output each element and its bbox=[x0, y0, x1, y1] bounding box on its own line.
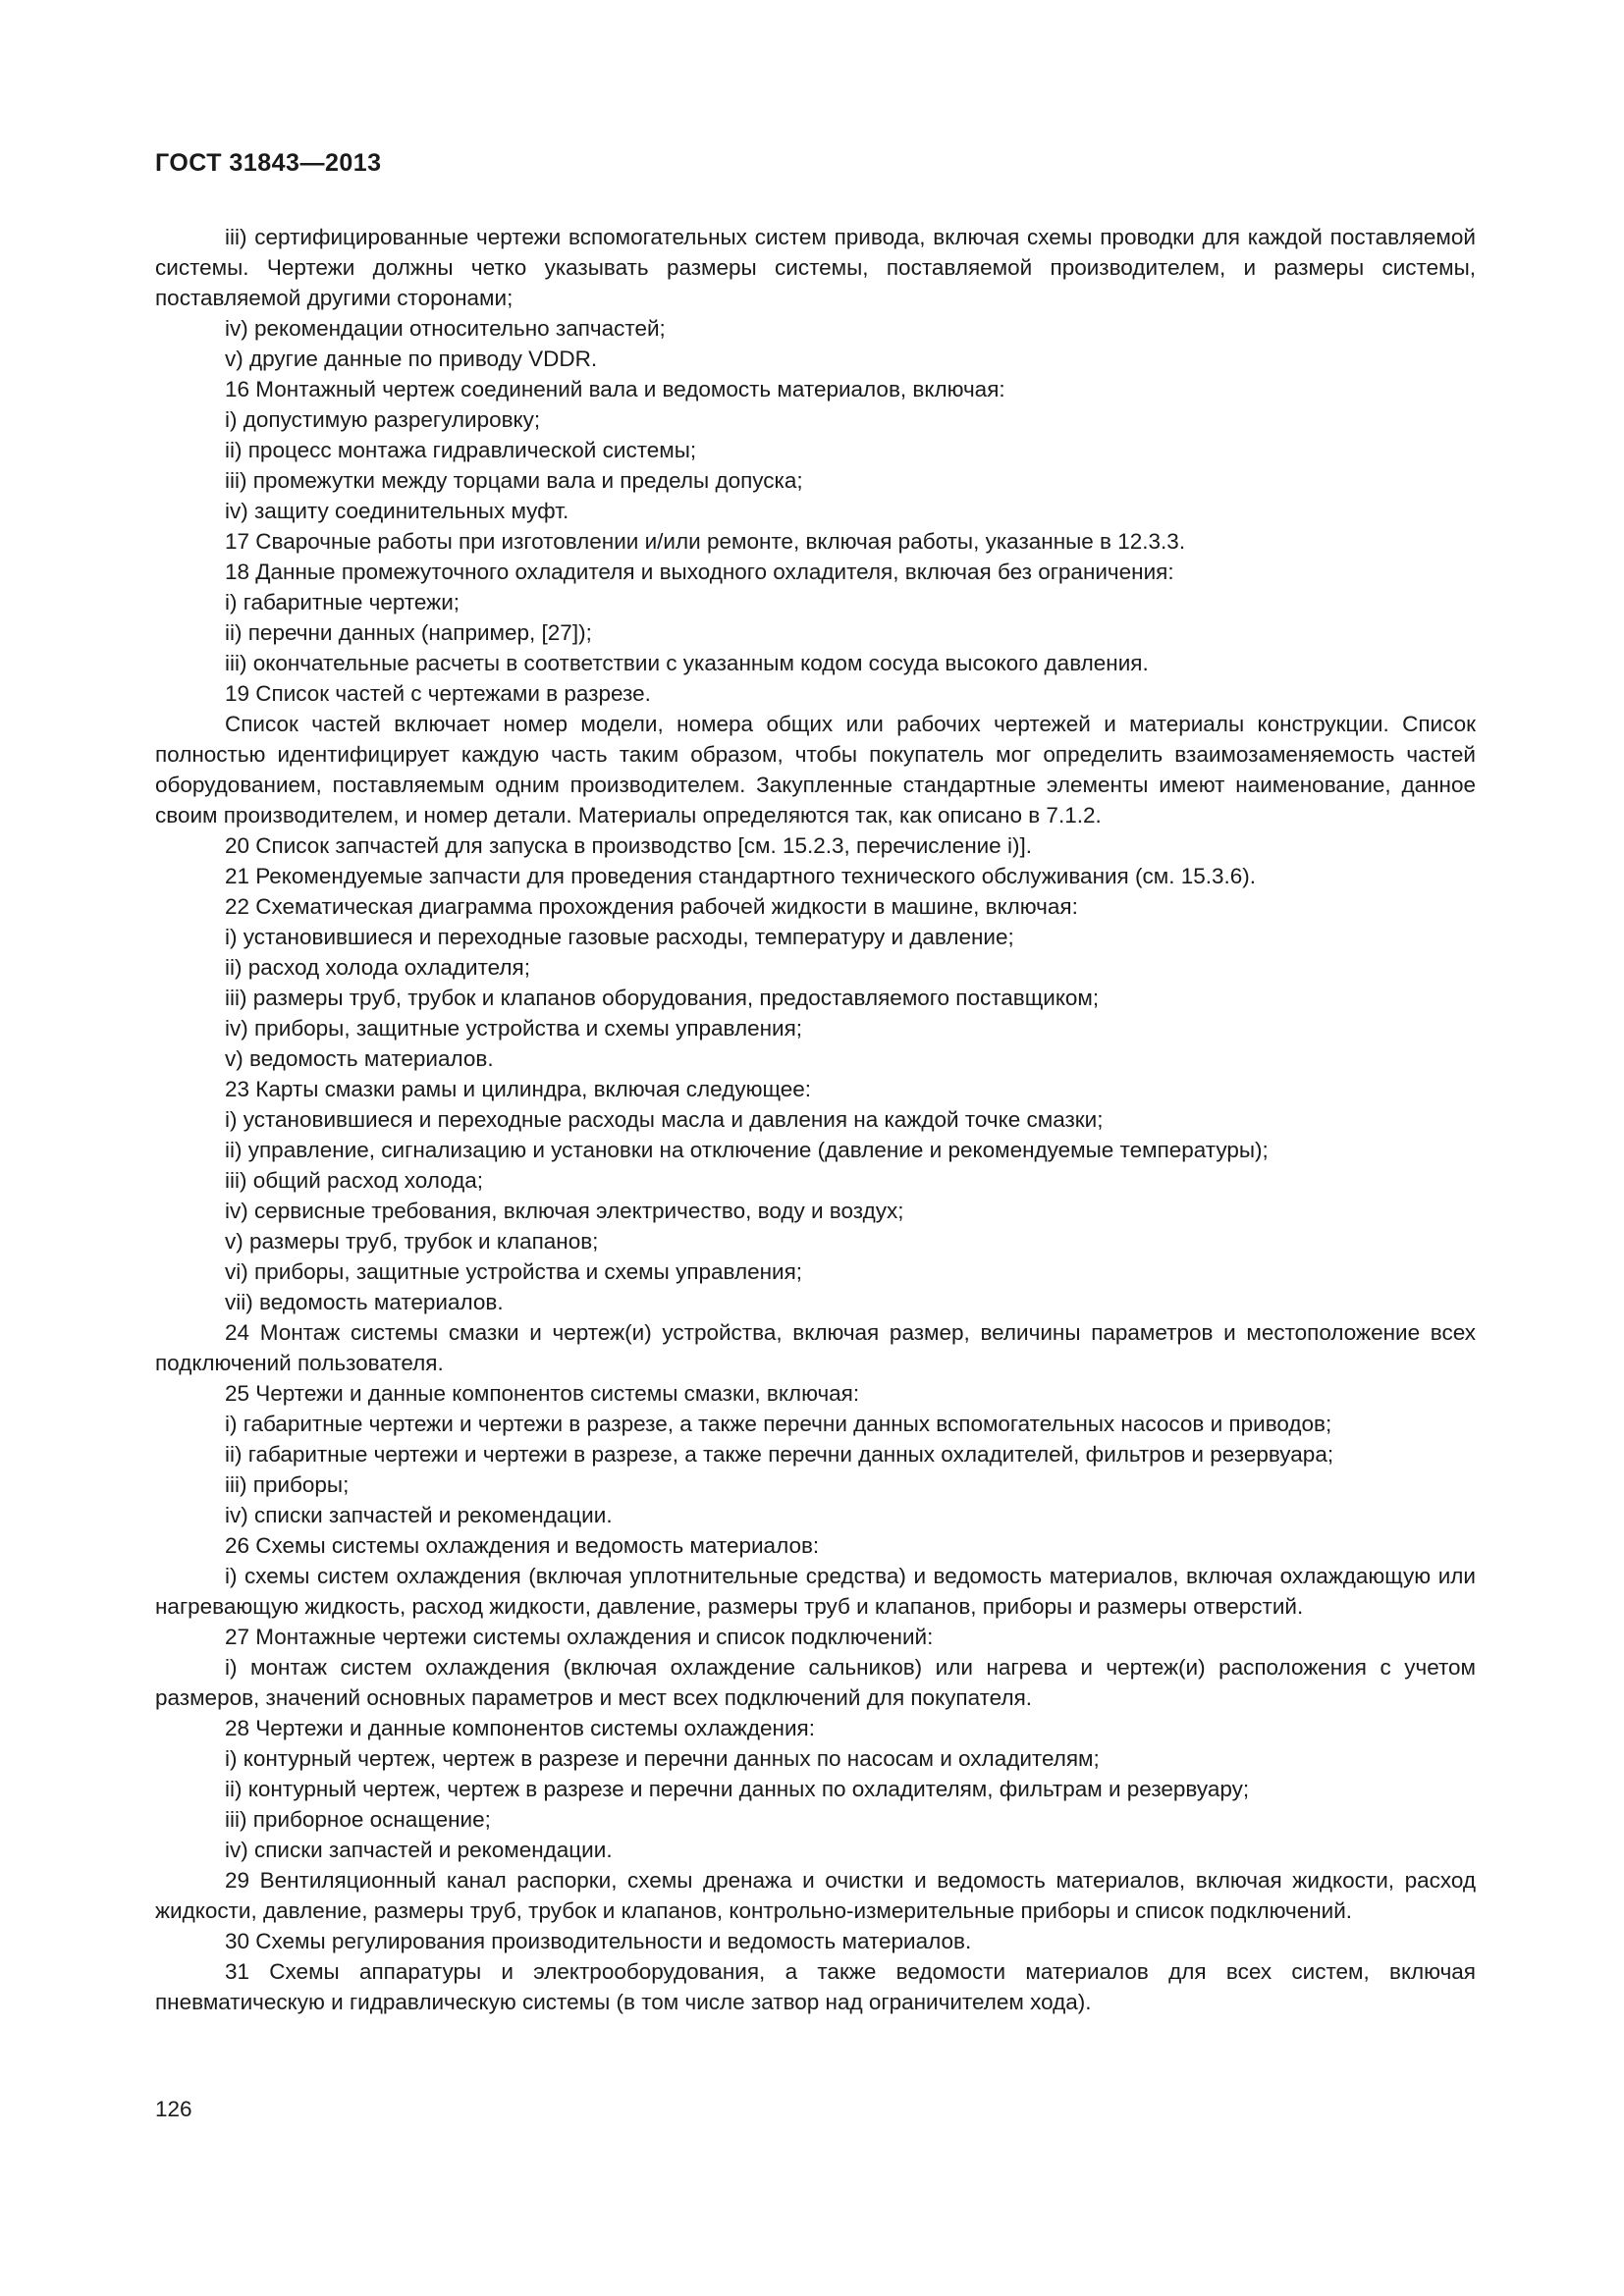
body-paragraph: 16 Монтажный чертеж соединений вала и ведомость материалов, включая: bbox=[225, 377, 1005, 401]
body-paragraph: i) схемы систем охлаждения (включая уплотнительные средства) и ведомость материалов, включая охлаждающую или нагревающую жидкость, расход жидкости, давление, размеры труб и клапанов, приборы и размеры отверстий. bbox=[155, 1564, 1476, 1619]
body-paragraph: 17 Сварочные работы при изготовлении и/или ремонте, включая работы, указанные в 12.3.3. bbox=[225, 529, 1186, 554]
body-paragraph: i) установившиеся и переходные газовые расходы, температуру и давление; bbox=[225, 925, 1014, 949]
body-paragraph: iii) приборное оснащение; bbox=[225, 1807, 491, 1832]
body-paragraph: iii) общий расход холода; bbox=[225, 1168, 484, 1193]
body-paragraph: iii) сертифицированные чертежи вспомогательных систем привода, включая схемы проводки для каждой поставляемой системы. Чертежи должны четко указывать размеры системы, поставляемой производителем, и размеры системы, поставляемой другими сторонами; bbox=[155, 225, 1476, 310]
body-paragraph: i) габаритные чертежи; bbox=[225, 590, 460, 614]
body-paragraph: iv) рекомендации относительно запчастей; bbox=[225, 316, 666, 341]
page-number: 126 bbox=[155, 2097, 192, 2121]
body-paragraph: 28 Чертежи и данные компонентов системы охлаждения: bbox=[225, 1716, 815, 1740]
body-paragraph: 18 Данные промежуточного охладителя и выходного охладителя, включая без ограничения: bbox=[225, 560, 1174, 584]
body-paragraph: i) контурный чертеж, чертеж в разрезе и перечни данных по насосам и охладителям; bbox=[225, 1746, 1100, 1771]
body-paragraph: ii) контурный чертеж, чертеж в разрезе и перечни данных по охладителям, фильтрам и резервуару; bbox=[225, 1777, 1250, 1801]
body-paragraph: iv) сервисные требования, включая электричество, воду и воздух; bbox=[225, 1199, 904, 1223]
body-paragraph: i) габаритные чертежи и чертежи в разрезе, а также перечни данных вспомогательных насосов и приводов; bbox=[225, 1412, 1332, 1436]
body-paragraph: 31 Схемы аппаратуры и электрооборудования, а также ведомости материалов для всех систем, включая пневматическую и гидравлическую системы (в том числе затвор над ограничителем хода). bbox=[155, 1959, 1476, 2014]
body-paragraph: 23 Карты смазки рамы и цилиндра, включая следующее: bbox=[225, 1077, 811, 1101]
body-paragraph: iv) списки запчастей и рекомендации. bbox=[225, 1838, 613, 1862]
document-header: ГОСТ 31843—2013 bbox=[155, 149, 382, 177]
body-paragraph: i) допустимую разрегулировку; bbox=[225, 407, 541, 432]
body-paragraph: 21 Рекомендуемые запчасти для проведения стандартного технического обслуживания (см. 15.3.6). bbox=[225, 864, 1257, 888]
body-paragraph: 25 Чертежи и данные компонентов системы смазки, включая: bbox=[225, 1381, 860, 1406]
body-paragraph: ii) управление, сигнализацию и установки на отключение (давление и рекомендуемые температуры); bbox=[225, 1138, 1269, 1162]
body-paragraph: ii) перечни данных (например, [27]); bbox=[225, 620, 592, 645]
body-paragraph: ii) расход холода охладителя; bbox=[225, 955, 530, 980]
body-paragraph: iii) окончательные расчеты в соответствии с указанным кодом сосуда высокого давления. bbox=[225, 651, 1149, 675]
body-paragraph: ii) процесс монтажа гидравлической системы; bbox=[225, 438, 697, 462]
body-paragraph: i) монтаж систем охлаждения (включая охлаждение сальников) или нагрева и чертеж(и) расположения с учетом размеров, значений основных параметров и мест всех подключений для покупателя. bbox=[155, 1655, 1476, 1710]
body-paragraph: 27 Монтажные чертежи системы охлаждения и список подключений: bbox=[225, 1625, 934, 1649]
body-paragraph: v) другие данные по приводу VDDR. bbox=[225, 347, 598, 371]
body-paragraph: ii) габаритные чертежи и чертежи в разрезе, а также перечни данных охладителей, фильтров и резервуара; bbox=[225, 1442, 1334, 1467]
body-paragraph: Список частей включает номер модели, номера общих или рабочих чертежей и материалы конструкции. Список полностью идентифицирует каждую часть таким образом, чтобы покупатель мог определить взаимозаменяемость частей оборудованием, поставляемым одним производителем. Закупленные стандартные элементы имеют наименование, данное своим производителем, и номер детали. Материалы определяются так, как описано в 7.1.2. bbox=[155, 712, 1476, 828]
body-paragraph: v) размеры труб, трубок и клапанов; bbox=[225, 1229, 599, 1254]
body-paragraph: 29 Вентиляционный канал распорки, схемы дренажа и очистки и ведомость материалов, включая жидкости, расход жидкости, давление, размеры труб, трубок и клапанов, контрольно-измерительные приборы и список подключений. bbox=[155, 1868, 1476, 1923]
body-paragraph: iv) списки запчастей и рекомендации. bbox=[225, 1503, 613, 1527]
body-paragraph: iii) размеры труб, трубок и клапанов оборудования, предоставляемого поставщиком; bbox=[225, 986, 1100, 1010]
body-paragraph: iii) приборы; bbox=[225, 1472, 350, 1497]
body-paragraph: 20 Список запчастей для запуска в производство [см. 15.2.3, перечисление i)]. bbox=[225, 833, 1032, 858]
body-paragraph: vi) приборы, защитные устройства и схемы управления; bbox=[225, 1259, 803, 1284]
body-paragraph: iii) промежутки между торцами вала и пределы допуска; bbox=[225, 468, 803, 493]
body-paragraph: i) установившиеся и переходные расходы масла и давления на каждой точке смазки; bbox=[225, 1107, 1104, 1132]
body-paragraph: 26 Схемы системы охлаждения и ведомость материалов: bbox=[225, 1533, 820, 1558]
body-paragraph: iv) защиту соединительных муфт. bbox=[225, 499, 569, 523]
body-paragraph: vii) ведомость материалов. bbox=[225, 1290, 504, 1314]
document-body bbox=[155, 222, 1476, 2017]
body-paragraph: v) ведомость материалов. bbox=[225, 1046, 494, 1071]
body-paragraph: 19 Список частей с чертежами в разрезе. bbox=[225, 681, 651, 706]
body-paragraph: 22 Схематическая диаграмма прохождения рабочей жидкости в машине, включая: bbox=[225, 894, 1078, 919]
body-paragraph: 24 Монтаж системы смазки и чертеж(и) устройства, включая размер, величины параметров и местоположение всех подключений пользователя. bbox=[155, 1320, 1476, 1375]
body-paragraph: 30 Схемы регулирования производительности и ведомость материалов. bbox=[225, 1929, 972, 1953]
body-paragraph: iv) приборы, защитные устройства и схемы управления; bbox=[225, 1016, 803, 1041]
